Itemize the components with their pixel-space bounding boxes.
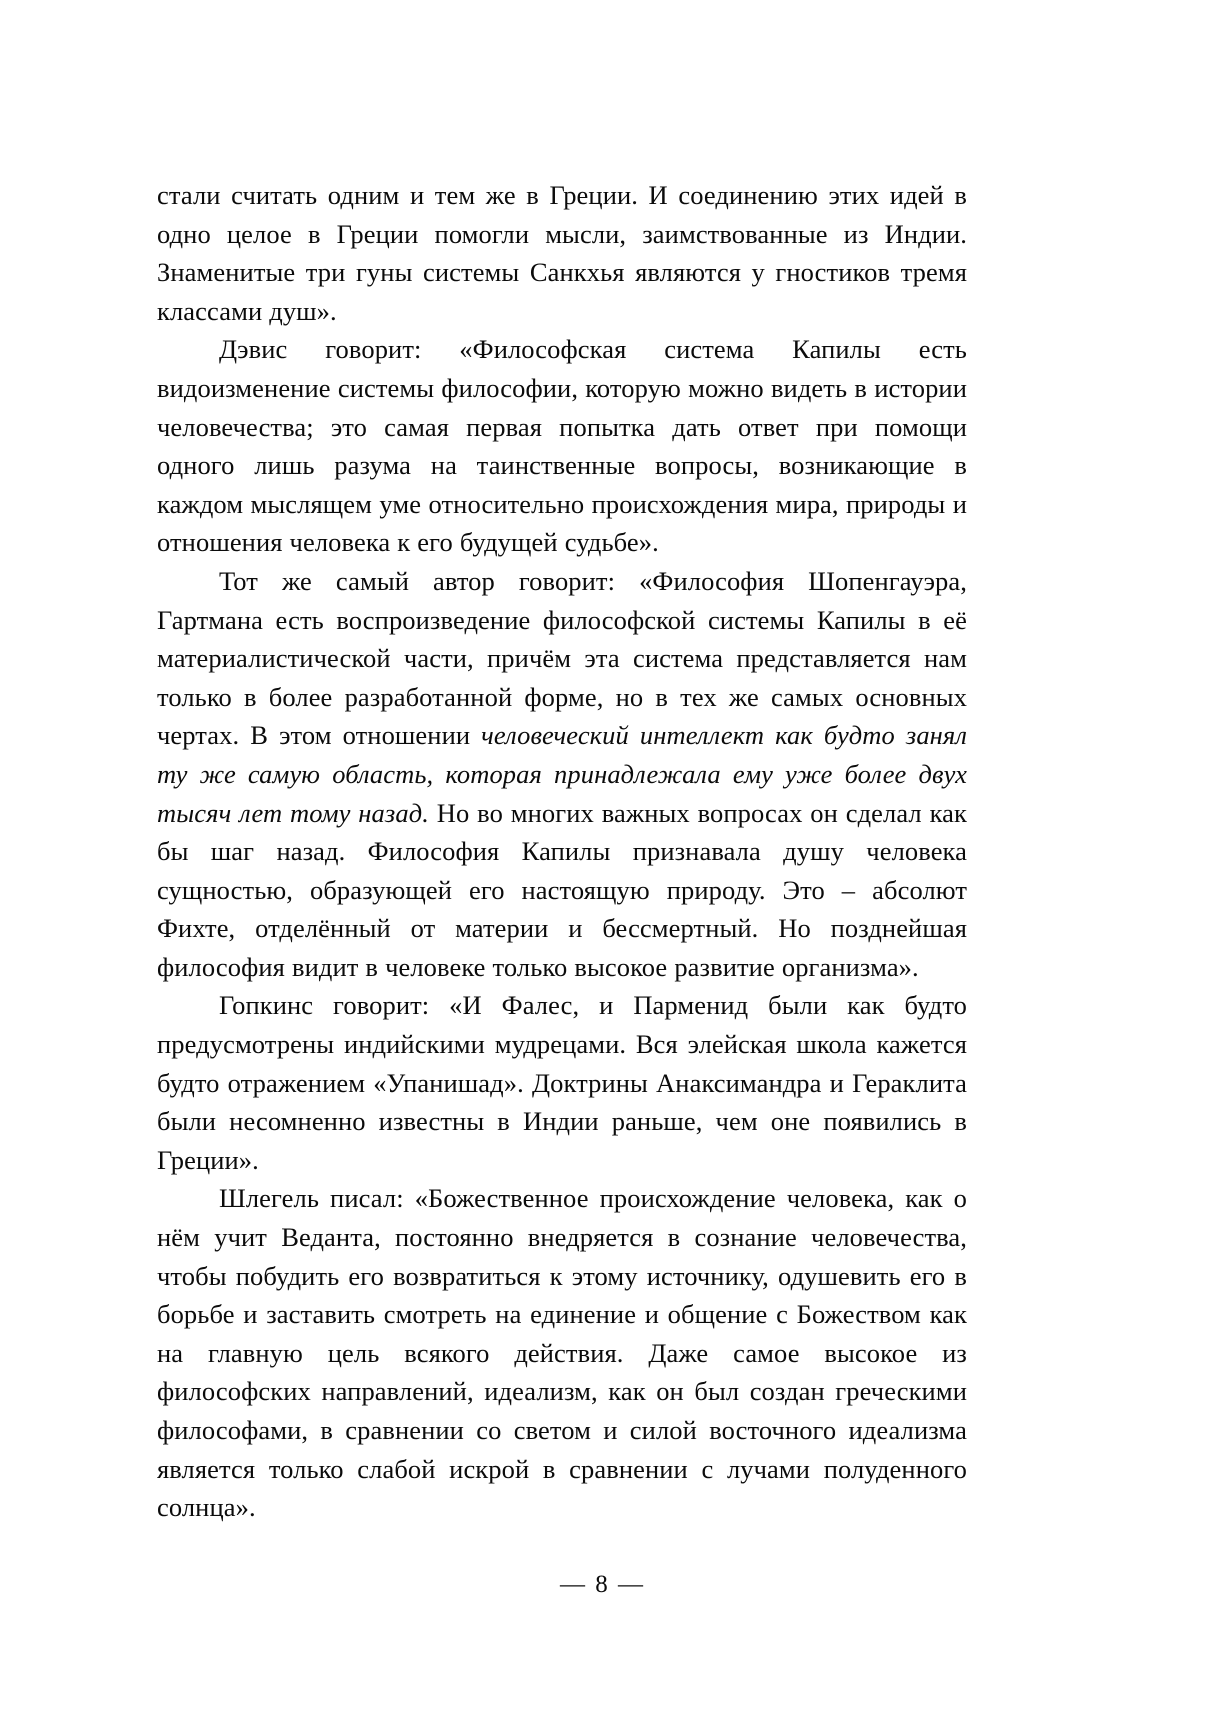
paragraph-4: [157, 986, 967, 1179]
page-number: — 8 —: [560, 1571, 645, 1598]
emphasis-text-run: человеческий интеллект как будто занял ту же самую область, которая принадлежала ему уже более двух тысяч лет тому назад.: [157, 720, 967, 828]
paragraph-5: [157, 1179, 967, 1526]
page-text-block: [157, 176, 967, 1527]
page-footer: [0, 1572, 1205, 1597]
text-run: Но во многих важных вопросах он сделал как бы шаг назад. Философия Капилы признавала душу человека сущностью, образующей его настоящую природу. Это – абсолют Фихте, отделённый от материи и бессмертный. Но позднейшая философия видит в человеке только высокое развитие организма».: [157, 797, 967, 982]
text-run: Дэвис говорит: «Философская система Капилы есть видоизменение системы философии, которую можно видеть в истории человечества; это самая первая попытка дать ответ при помощи одного лишь разума на таинственные вопросы, возникающие в каждом мыслящем уме относительно происхождения мира, природы и отношения человека к его будущей судьбе».: [157, 334, 967, 558]
text-run: Гопкинс говорит: «И Фалес, и Парменид были как будто предусмотрены индийскими мудрецами. Вся элейская школа кажется будто отражением «Упанишад». Доктрины Анаксимандра и Гераклита были несомненно известны в Индии раньше, чем оне появились в Греции».: [157, 990, 967, 1175]
paragraph-2: [157, 330, 967, 562]
text-run: стали считать одним и тем же в Греции. И соединению этих идей в одно целое в Греции помогли мысли, заимствованные из Индии. Знаменитые три гуны системы Санкхья являются у гностиков тремя классами душ».: [157, 180, 967, 326]
text-run: Тот же самый автор говорит: «Философия Шопенгауэра, Гартмана есть воспроизведение философской системы Капилы в её материалистической части, причём эта система представляется нам только в более разработанной форме, но в тех же самых основных чертах. В этом отношении: [157, 565, 967, 751]
text-run: Шлегель писал: «Божественное происхождение человека, как о нём учит Веданта, постоянно внедряется в сознание человечества, чтобы побудить его возвратиться к этому источнику, одушевить его в борьбе и заставить смотреть на единение и общение с Божеством как на главную цель всякого действия. Даже самое высокое из философских направлений, идеализм, как он был создан греческими философами, в сравнении со светом и силой восточного идеализма является только слабой искрой в сравнении с лучами полуденного солнца».: [157, 1183, 967, 1523]
paragraph-3: [157, 562, 967, 987]
paragraph-1: [157, 176, 967, 330]
